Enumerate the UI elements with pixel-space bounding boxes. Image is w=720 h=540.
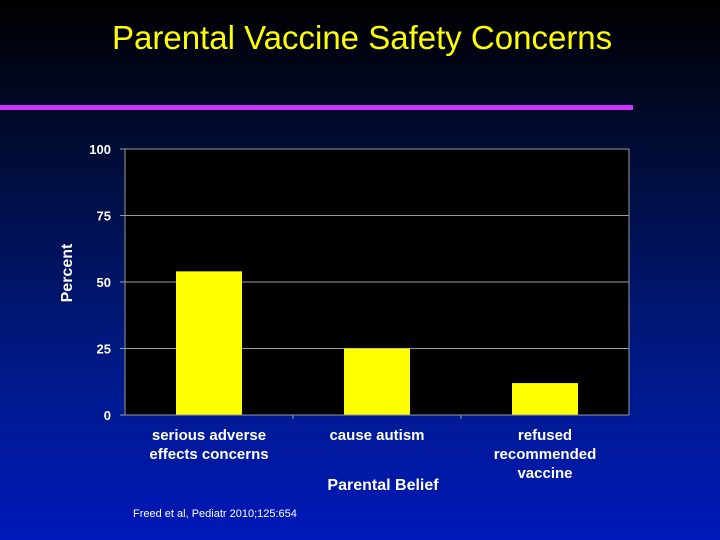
y-tick-label: 75	[96, 208, 111, 224]
x-axis-title: Parental Belief	[327, 477, 439, 494]
y-tick-label: 50	[96, 275, 111, 290]
category-label: cause autism	[329, 427, 425, 444]
slide-title: Parental Vaccine Safety Concerns	[112, 19, 613, 56]
y-tick-label: 0	[103, 408, 111, 423]
category-label: refused recommended vaccine	[493, 427, 597, 482]
citation: Freed et al, Pediatr 2010;125:654	[133, 508, 297, 520]
bar	[512, 383, 578, 415]
y-tick-label: 25	[96, 341, 111, 357]
y-axis-title: Percent	[59, 243, 76, 303]
category-label: serious adverse effects concerns	[149, 427, 269, 463]
bar	[344, 349, 410, 416]
bar	[176, 271, 242, 415]
category-labels	[149, 427, 596, 482]
y-tick-labels	[89, 142, 111, 423]
y-tick-label: 100	[89, 142, 111, 157]
